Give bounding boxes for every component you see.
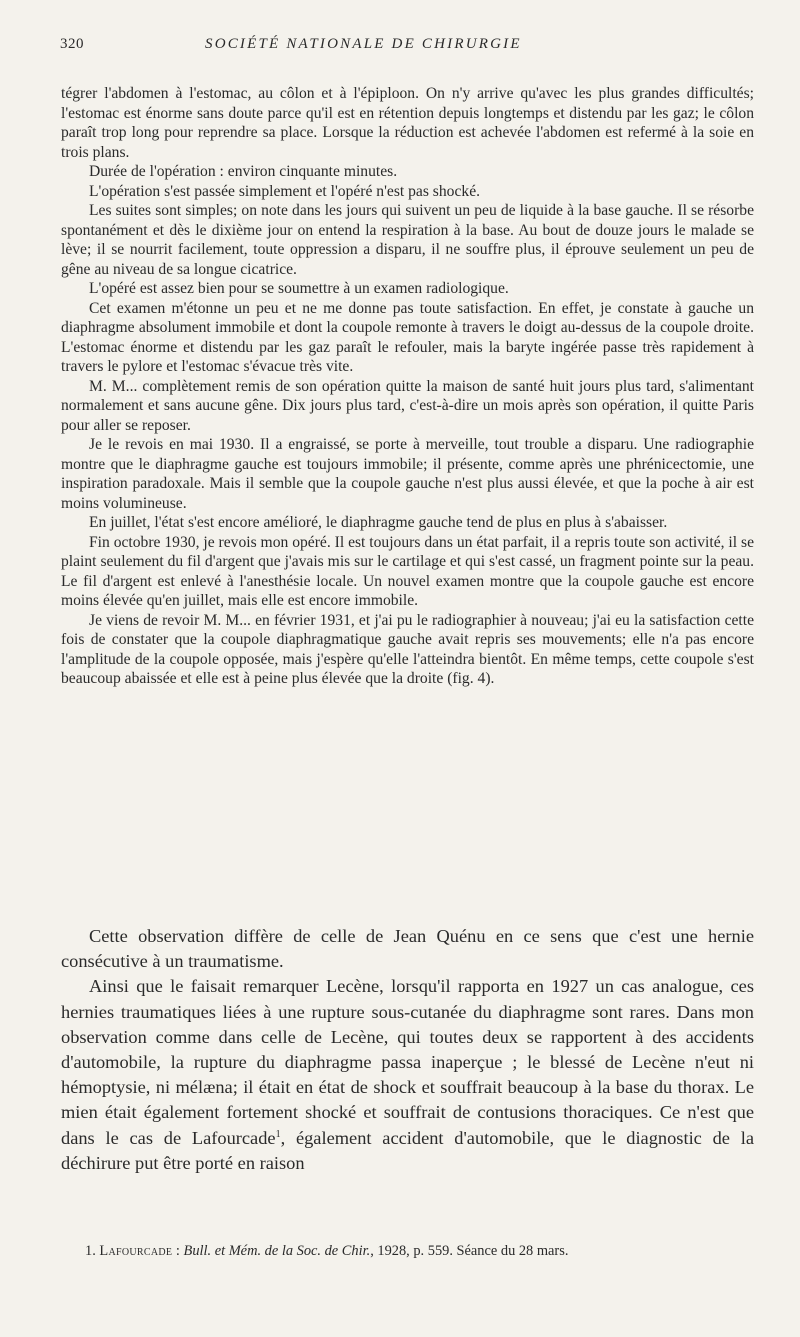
footnote-separator: : [172, 1243, 184, 1259]
footnote-details: , 1928, p. 559. Séance du 28 mars. [370, 1243, 569, 1259]
paragraph: Les suites sont simples; on note dans les jours qui suivent un peu de liquide à la base gauche. Il se résorbe spontanément et dès le dixième jour on entend la respiration à la base. Au bout de douze jours le malade se lève; il se nourrit facilement, toute oppression a disparu, il ne souffre plus, il éprouve seulement un peu de gêne au niveau de sa longue cicatrice. [61, 202, 754, 278]
footnote-author: Lafourcade [99, 1243, 173, 1259]
paragraph: Fin octobre 1930, je revois mon opéré. Il est toujours dans un état parfait, il a repris toute son activité, il se plaint seulement du fil d'argent que j'avais mis sur le cartilage et qui s'est cassé, un fragment pointe sur la peau. Le fil d'argent est enlevé à l'anesthésie locale. Un nouvel examen montre que la coupole gauche est encore moins élevée qu'en juillet, mais elle est encore immobile. [61, 533, 754, 609]
paragraph: L'opéré est assez bien pour se soumettre à un examen radiologique. [89, 280, 509, 297]
footnote-number: 1. [85, 1243, 96, 1259]
paragraph: Je viens de revoir M. M... en février 1931, et j'ai pu le radiographier à nouveau; j'ai eu la satisfaction cette fois de constater que la coupole diaphragmatique gauche avait repris ses mouvements; elle n'a pas encore l'amplitude de la coupole opposée, mais j'espère qu'elle l'atteindra bientôt. En même temps, cette coupole s'est beaucoup abaissée et elle est à peine plus élevée que la droite (fig. 4). [61, 611, 754, 687]
paragraph: L'opération s'est passée simplement et l'opéré n'est pas shocké. [89, 182, 481, 200]
paragraph: Cette observation diffère de celle de Jean Quénu en ce sens que c'est une hernie consécutive à un traumatisme. [61, 926, 754, 972]
paragraph [61, 974, 754, 1176]
paragraph: tégrer l'abdomen à l'estomac, au côlon et à l'épiploon. On n'y arrive qu'avec les plus grandes difficultés; l'estomac est énorme sans doute parce qu'il est en rétention depuis longtemps et distendu par les gaz; le côlon paraît trop long pour reprendre sa place. Lorsque la réduction est achevée l'abdomen est refermé à la soie en trois plans. [61, 85, 754, 161]
page-header [60, 36, 750, 60]
footnote-marker[interactable]: 1 [275, 1128, 281, 1140]
paragraph: M. M... complètement remis de son opération quitte la maison de santé huit jours plus tard, s'alimentant normalement et sans aucune gêne. Dix jours plus tard, c'est-à-dire un mois après son opération, il quitte Paris pour aller se reposer. [61, 377, 754, 434]
page-number: 320 [60, 36, 84, 52]
paragraph-text: , également accident d'automobile, que le diagnostic de la déchirure put être porté en raison [61, 1127, 754, 1173]
paragraph-text: Ainsi que le faisait remarquer Lecène, lorsqu'il rapporta en 1927 un cas analogue, ces hernies traumatiques liées à une rupture sous-cutanée du diaphragme sont rares. Dans mon observation comme dans celle de Lecène, qui toutes deux se rapportent à des accidents d'automobile, la rupture du diaphragme passa inaperçue ; le blessé de Lecène n'eut ni hémoptysie, ni mélæna; il était en état de shock et souffrait beaucoup à la base du thorax. Le mien était également fortement shocké et souffrait de contusions thoraciques. Ce n'est que dans le cas de Lafourcade [61, 976, 754, 1148]
paragraph: En juillet, l'état s'est encore amélioré, le diaphragme gauche tend de plus en plus à s'abaisser. [89, 514, 668, 531]
running-head: SOCIÉTÉ NATIONALE DE CHIRURGIE [205, 36, 522, 52]
paragraph: Je le revois en mai 1930. Il a engraissé, se porte à merveille, tout trouble a disparu. Une radiographie montre que le diaphragme gauche est toujours immobile; il présente, comme après une phrénicectomie, une inspiration paradoxale. Mais il semble que la coupole gauche n'est plus aussi élevée, et que la poche à air est moins volumineuse. [61, 436, 754, 512]
footnote [85, 1242, 765, 1260]
paragraph: Durée de l'opération : environ cinquante minutes. [89, 163, 398, 180]
paragraph: Cet examen m'étonne un peu et ne me donne pas toute satisfaction. En effet, je constate à gauche un diaphragme absolument immobile et dont la coupole remonte à travers le doigt au-dessus de la coupole droite. L'estomac énorme et distendu par les gaz paraît le refouler, mais la baryte ingérée passe très rapidement à travers le pylore et l'estomac s'évacue très vite. [61, 299, 754, 375]
observation-text [61, 84, 754, 689]
discussion-text [61, 924, 754, 1176]
footnote-source: Bull. et Mém. de la Soc. de Chir. [183, 1243, 371, 1259]
